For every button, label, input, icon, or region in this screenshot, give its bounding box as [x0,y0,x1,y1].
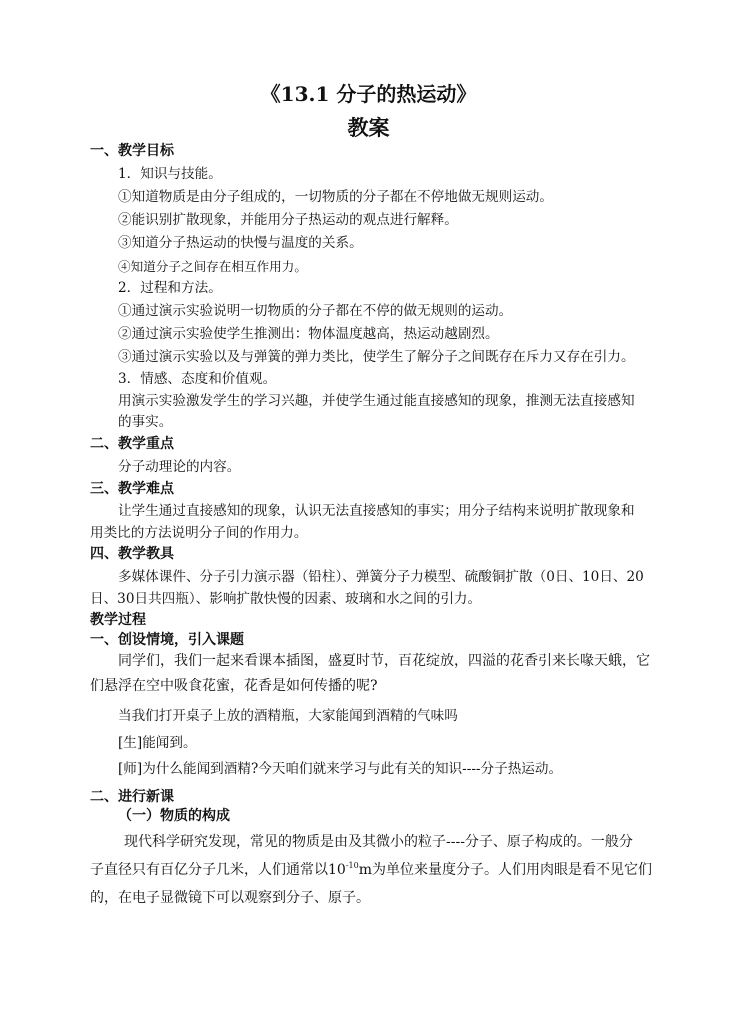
process-part1-question-2: 当我们打开桌子上放的酒精瓶，大家能闻到酒精的气味吗 [118,708,458,724]
process-part2-subheading: （一）物质的构成 [118,808,230,824]
difficulties-text-1: 让学生通过直接感知的现象，认识无法直接感知的事实；用分子结构来说明扩散现象和 [118,503,635,519]
section-heading-teaching-aids: 四、教学教具 [90,546,174,562]
process-part1-student: [生]能闻到。 [118,735,197,751]
process-part2-heading: 二、进行新课 [90,789,174,805]
objective-knowledge-1: ①知道物质是由分子组成的，一切物质的分子都在不停地做无规则运动。 [118,189,553,205]
document-title: 《13.1 分子的热运动》 [260,82,477,106]
teaching-aids-text-2: 日、30日共四瓶）、影响扩散快慢的因素、玻璃和水之间的引力。 [90,591,482,607]
objective-process-2: ②通过演示实验使学生推测出：物体温度越高，热运动越剧烈。 [118,326,499,342]
objective-emotion-title: 3．情感、态度和价值观。 [118,371,277,387]
process-part1-question-1-cont: 们悬浮在空中吸食花蜜，花香是如何传播的呢? [90,678,378,694]
key-points-text: 分子动理论的内容。 [118,459,241,475]
section-heading-difficulties: 三、教学难点 [90,481,174,497]
section-heading-objectives: 一、教学目标 [90,143,174,159]
difficulties-text-2: 用类比的方法说明分子间的作用力。 [90,525,308,541]
objective-process-title: 2．过程和方法。 [118,280,222,296]
document-subtitle: 教案 [347,115,390,140]
process-part1-question-1: 同学们，我们一起来看课本插图，盛夏时节，百花绽放，四溢的花香引来长喙天蛾，它 [118,653,650,669]
teaching-aids-text-1: 多媒体课件、分子引力演示器（铅柱）、弹簧分子力模型、硫酸铜扩散（0日、10日、20 [118,569,644,585]
objective-emotion-text-2: 的事实。 [118,414,173,430]
objective-emotion-text-1: 用演示实验激发学生的学习兴趣，并使学生通过能直接感知的现象，推测无法直接感知 [118,393,635,409]
objective-knowledge-title: 1．知识与技能。 [118,166,222,182]
process-part1-teacher: [师]为什么能闻到酒精?今天咱们就来学习与此有关的知识----分子热运动。 [118,761,563,777]
process-part2-text-3: 的，在电子显微镜下可以观察到分子、原子。 [90,890,370,906]
objective-knowledge-3: ③知道分子热运动的快慢与温度的关系。 [118,235,363,251]
process-part2-text-2: 子直径只有百亿分子几米，人们通常以$10^{-10}m$为单位来量度分子。人们用肉眼是看不见它们 [90,861,652,878]
section-heading-key-points: 二、教学重点 [90,436,174,452]
objective-knowledge-2: ②能识别扩散现象，并能用分子热运动的观点进行解释。 [118,212,458,228]
section-heading-process: 教学过程 [90,612,146,628]
process-part2-text-1: 现代科学研究发现，常见的物质是由及其微小的粒子----分子、原子构成的。一般分 [124,834,633,850]
exponent: -10 [345,861,359,870]
process-part1-heading: 一、创设情境，引入课题 [90,632,244,648]
objective-process-3: ③通过演示实验以及与弹簧的弹力类比，使学生了解分子之间既存在斥力又存在引力。 [118,349,635,365]
objective-process-1: ①通过演示实验说明一切物质的分子都在不停的做无规则的运动。 [118,303,513,319]
objective-knowledge-4: ④知道分子之间存在相互作用力。 [118,259,307,274]
